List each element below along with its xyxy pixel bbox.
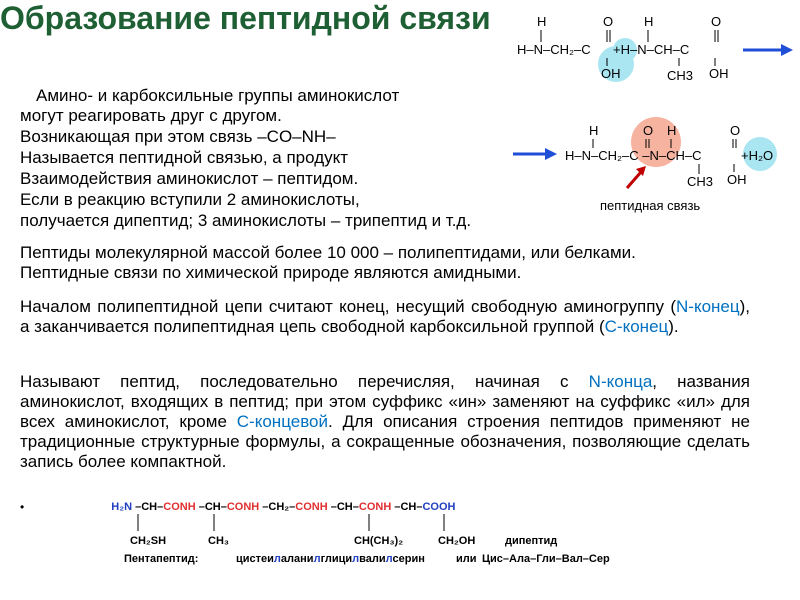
h-atom-2: H <box>667 123 677 138</box>
oh-group: OH <box>727 172 747 187</box>
oh-group-1: OH <box>601 66 621 81</box>
h-atom-2: H <box>644 14 654 29</box>
o-atom-2: O <box>711 14 722 29</box>
page-title: Образование пептидной связи <box>0 0 491 36</box>
chain-segment: –CH– <box>195 501 227 513</box>
or-word: или <box>456 553 477 565</box>
reactant-left-chain: H–N–CH₂–C <box>517 42 591 57</box>
reactant-right-chain: +H–N–CH–C <box>613 42 690 57</box>
side-chain-val: CH(CH₃)₂ <box>354 535 404 547</box>
n-terminus-term: N-конец <box>676 297 740 316</box>
paragraph-chain-ends <box>20 297 750 337</box>
intro-paragraph <box>20 86 580 234</box>
intro-line: могут реагировать друг с другом. <box>20 106 282 125</box>
pentapeptide-short: Цис–Ала–Гли–Вал–Сер <box>482 553 610 565</box>
svg-text:H₂N –CH–CONH –CH–CONH –CH₂–CON <box>96 501 465 513</box>
peptide-bond: CONH <box>358 501 392 513</box>
chain-segment: –CH– <box>327 501 359 513</box>
h-atom: H <box>589 123 599 138</box>
paragraph-text: . Для описания строения пептидов применяют не традиционные структурные формулы, а сокращенные обозначения, позволяющие сделать запись более компактной. <box>20 412 751 471</box>
peptide-bond: CONH <box>295 501 328 513</box>
peptide-bond-label: пептидная связь <box>600 198 701 213</box>
dipeptide-note: дипептид <box>505 535 558 547</box>
reaction-top-diagram <box>505 8 795 88</box>
peptide-bond: CONH <box>163 501 196 513</box>
pentapeptide-label: Пентапептид: <box>124 553 199 565</box>
paragraph-text: , названия аминокислот, входящих в пептид; при этом суффикс «ин» заменяют на суффикс «ил» для всех аминокислот, кроме <box>20 372 751 431</box>
oh-group-2: OH <box>709 66 729 81</box>
intro-line: Взаимодействия аминокислот – пептидом. <box>20 169 359 188</box>
amino-group: H₂N <box>111 501 133 513</box>
paragraph-polypeptides <box>20 243 750 283</box>
side-chain-ser: CH₂OH <box>438 535 476 547</box>
side-chain-ala: CH₃ <box>208 535 229 547</box>
chain-segment: –CH₂– <box>259 501 296 513</box>
o-atom-2: O <box>730 123 741 138</box>
carboxyl-group: COOH <box>422 501 456 513</box>
arrow-up-right-icon <box>627 166 646 188</box>
intro-line: Амино- и карбоксильные группы аминокислот <box>36 86 400 105</box>
arrow-right-icon <box>743 44 793 56</box>
paragraph-text: Началом полипептидной цепи считают конец, несущий свободную аминогруппу ( <box>20 297 676 316</box>
intro-line: получается дипептид; 3 аминокислоты – трипептид и т.д. <box>20 211 472 230</box>
paragraph-naming <box>20 372 750 472</box>
paragraph-line: Пептиды молекулярной массой более 10 000 – полипептидами, или белками. <box>20 243 636 262</box>
paragraph-text: Называют пептид, последовательно перечисляя, начиная с <box>20 372 589 391</box>
ch3-group: CH3 <box>667 68 694 83</box>
intro-line: Возникающая при этом связь –CO–NH– <box>20 127 336 146</box>
dipeptide-chain: H–N–CH₂–C –N–CH–C <box>565 148 702 163</box>
h-atom-1: H <box>537 14 547 29</box>
side-chain-cys: CH₂SH <box>130 535 167 547</box>
paragraph-text: ), а заканчивается полипептидная цепь свободной карбоксильной группой ( <box>20 297 750 336</box>
o-atom: O <box>643 123 654 138</box>
c-terminus-term: С-конец <box>604 317 669 336</box>
pentapeptide-name-part: серин <box>392 553 425 565</box>
paragraph-text: ). <box>668 317 679 336</box>
suffix-il: л <box>313 553 321 565</box>
intro-line: Если в реакцию вступили 2 аминокислоты, <box>20 190 360 209</box>
ch3-group: CH3 <box>687 174 714 189</box>
svg-text:цистеилаланилглицилвалилсерин <box>236 553 425 565</box>
peptide-bond: CONH <box>226 501 260 513</box>
c-terminus-term: С-концевой <box>236 412 328 431</box>
pentapeptide-formula <box>90 495 650 573</box>
n-terminus-term: N-конца <box>588 372 653 391</box>
paragraph-line: Пептидные связи по химической природе являются амидными. <box>20 263 522 282</box>
pentapeptide-name-part: вали <box>359 553 386 565</box>
chain-segment: –CH– <box>132 501 164 513</box>
pentapeptide-name-part: цистеи <box>236 553 274 565</box>
intro-line: Называется пептидной связью, а продукт <box>20 148 349 167</box>
bullet: • <box>20 500 25 514</box>
water-product: +H₂O <box>741 148 774 163</box>
chain-segment: –CH– <box>391 501 423 513</box>
pentapeptide-name-part: алани <box>280 553 314 565</box>
o-atom-1: O <box>603 14 614 29</box>
pentapeptide-name-part: глици <box>320 553 353 565</box>
suffix-il: л <box>352 553 360 565</box>
suffix-il: л <box>273 553 281 565</box>
suffix-il: л <box>385 553 393 565</box>
